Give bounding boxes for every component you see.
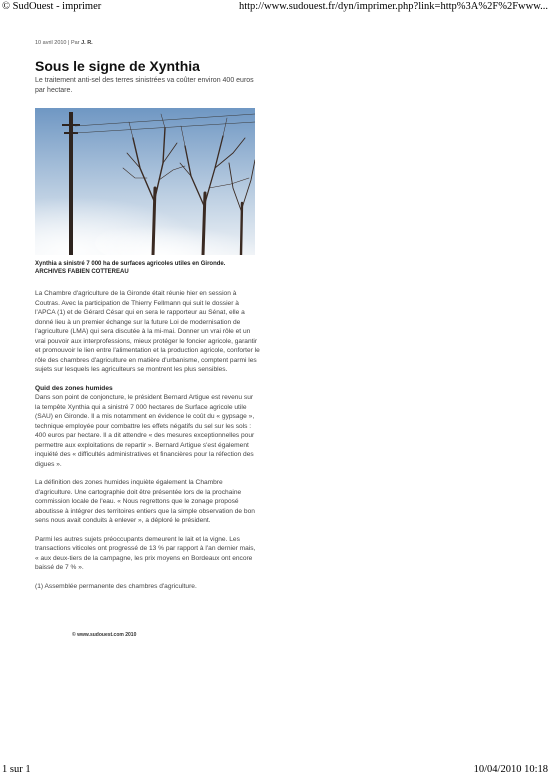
byline-by-label: Par xyxy=(71,40,80,46)
print-header xyxy=(0,0,550,14)
byline-date: 10 avril 2010 xyxy=(35,40,67,46)
article-byline xyxy=(35,40,93,46)
article-paragraph: Dans son point de conjoncture, le président Bernard Artigue est revenu sur la tempête Xynthia qui a sinistré 7 000 hectares de Surface agricole utile (SAU) en Gironde. Il a mis notamment en évidence le coût du « gypsage », technique employée pour combattre les effets négatifs du sel sur les sols : 400 euros par hectare. Il a dit attendre « des mesures exceptionnelles pour permettre aux exploitations de repartir ». Bernard Artigue s'est également inquiété des « difficultés administratives et financières pour la réfection des digues ». xyxy=(35,394,255,468)
article-paragraph: Parmi les autres sujets préoccupants demeurent le lait et la vigne. Les transactions viticoles ont progressé de 13 % par rapport à l'an dernier mais, « aux deux-tiers de la campagne, les prix moyens en Bordeaux ont encore baissé de 7 % ». xyxy=(35,535,256,571)
copyright-notice: © www.sudouest.com 2010 xyxy=(72,632,137,638)
print-header-url: http://www.sudouest.fr/dyn/imprimer.php?link=http%3A%2F%2Fwww... xyxy=(238,1,548,12)
article-photo xyxy=(35,108,255,255)
article-title: Sous le signe de Xynthia xyxy=(35,58,200,74)
print-footer-page: 1 sur 1 xyxy=(2,764,31,775)
print-footer-datetime: 10/04/2010 10:18 xyxy=(473,764,548,775)
photo-caption xyxy=(35,260,260,276)
photo-trees-and-pole xyxy=(35,108,255,255)
print-footer xyxy=(0,763,550,777)
byline-author: J. R. xyxy=(81,40,93,46)
photo-credit: ARCHIVES FABIEN COTTEREAU xyxy=(35,269,129,275)
article-paragraph: La Chambre d'agriculture de la Gironde était réunie hier en session à Coutras. Avec la participation de Thierry Fellmann qui suit le dossier à l'APCA (1) et de Gérard César qui en sera le rapporteur au Sénat, elle a donné lieu à un premier échange sur la future Loi de modernisation de l'agriculture (LMA) qui sera discutée à la mi-mai. Donner un vrai rôle et un vrai pouvoir aux interprofessions, mieux protéger le foncier agricole, garantir et promouvoir le lien entre l'alimentation et la production agricole, conforter le rôle des chambres d'agriculture en matière d'urbanisme, comptent parmi les sujets sur lesquels les agriculteurs se montrent les plus sensibles. xyxy=(35,290,260,373)
print-header-title: © SudOuest - imprimer xyxy=(2,1,102,12)
article-body xyxy=(35,289,260,600)
article-paragraph: La définition des zones humides inquiète également la Chambre d'agriculture. Une cartographie doit être présentée lors de la prochaine commission locale de l'eau. « Nous regrettons que le zonage proposé aboutisse à intégrer des territoires entiers que la simple observation de bon sens nous avait conduits à enlever », a déploré le président. xyxy=(35,479,255,524)
article-footnote: (1) Assemblée permanente des chambres d'agriculture. xyxy=(35,582,197,590)
photo-caption-text: Xynthia a sinistré 7 000 ha de surfaces agricoles utiles en Gironde. xyxy=(35,261,226,267)
article-subtitle: Le traitement anti-sel des terres sinistrées va coûter environ 400 euros par hectare. xyxy=(35,77,254,94)
byline-separator: | xyxy=(68,40,70,46)
section-heading: Quid des zones humides xyxy=(35,384,113,392)
